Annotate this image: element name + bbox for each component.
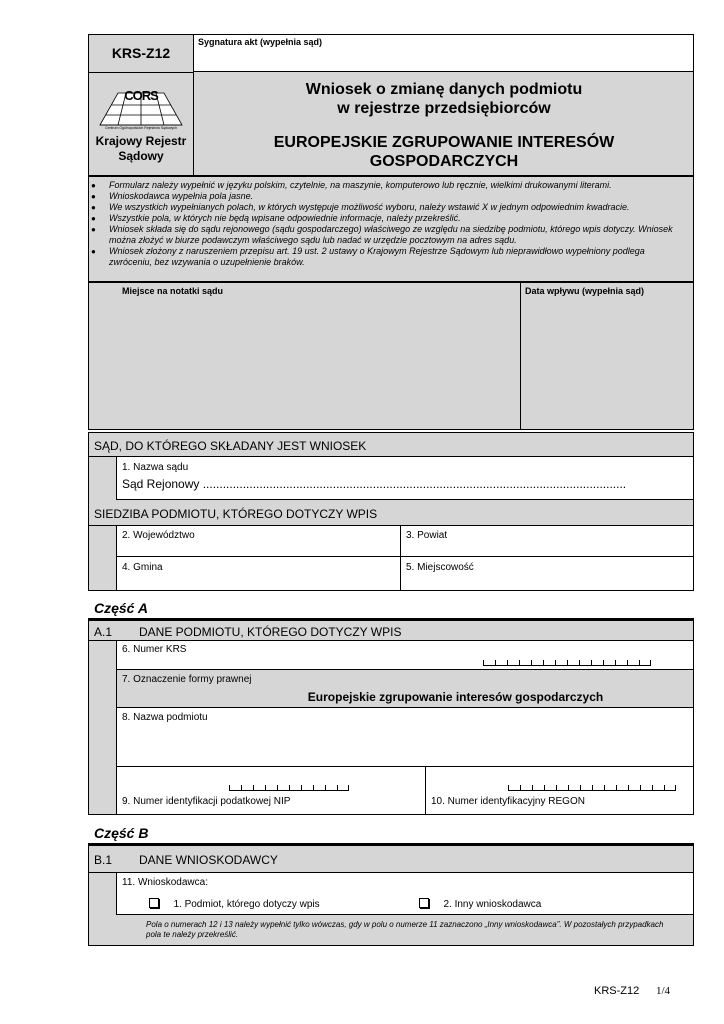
court-notes-label: Miejsce na notatki sądu: [122, 286, 224, 296]
regon-label: 10. Numer identyfikacyjny REGON: [431, 796, 585, 807]
cors-logo: [96, 83, 186, 135]
court-notes-block: [88, 282, 694, 430]
applicant-option-other[interactable]: [419, 894, 541, 912]
form-subtitle-line2: GOSPODARCZYCH: [369, 153, 519, 170]
note-item: ● Wniosek złożony z naruszeniem przepisu art. 19 ust. 2 ustawy o Krajowym Rejestrze Sądowym lub nieprawidłowo wypełniony podlega zwróceniu, bez wzywania o uzupełnienie braków.: [89, 246, 689, 268]
nip-boxes[interactable]: [229, 785, 349, 791]
logo-text: CORS: [124, 88, 158, 103]
applicant-label: 11. Wnioskodawca:: [122, 877, 208, 888]
note-item: ● Wniosek składa się do sądu rejonowego (sądu gospodarczego) właściwego ze względu na siedzibę podmiotu, którego wpis dotyczy. Wniosek można złożyć w biurze podawczym właściwego sądu lub nadać w urzędzie pocztowym na adres sądu.: [89, 224, 689, 246]
applicant-field[interactable]: [116, 873, 693, 915]
seat-section-heading: SIEDZIBA PODMIOTU, KTÓREGO DOTYCZY WPIS: [94, 507, 378, 521]
form-code: KRS-Z12: [111, 45, 171, 61]
header-divider-code: [88, 72, 194, 73]
part-b-section-title: DANE WNIOSKODAWCY: [139, 853, 278, 867]
krs-number-boxes[interactable]: [483, 660, 651, 666]
nip-label: 9. Numer identyfikacji podatkowej NIP: [122, 796, 291, 807]
regon-boxes[interactable]: [508, 785, 676, 791]
signature-label: Sygnatura akt (wypełnia sąd): [198, 37, 323, 47]
form-title-line2: w rejestrze przedsiębiorców: [337, 100, 551, 117]
locality-field[interactable]: [401, 557, 693, 590]
footer-form-code: KRS-Z12: [594, 985, 640, 997]
court-notes-divider: [520, 282, 521, 430]
court-section-heading: SĄD, DO KTÓREGO SKŁADANY JEST WNIOSEK: [94, 439, 367, 453]
county-field[interactable]: [401, 526, 693, 557]
legal-form-label: 7. Oznaczenie formy prawnej: [122, 674, 252, 685]
court-name-field[interactable]: [116, 457, 693, 500]
locality-label: 5. Miejscowość: [406, 562, 474, 573]
court-name-label: 1. Nazwa sądu: [122, 462, 189, 473]
krs-number-label: 6. Numer KRS: [122, 644, 187, 655]
nip-field[interactable]: [116, 767, 426, 814]
note-item: ● Wszystkie pola, w których nie będą wpisane odpowiednie informacje, należy przekreślić.: [89, 213, 689, 224]
checkbox-other[interactable]: [419, 898, 429, 908]
entity-name-field[interactable]: [116, 708, 693, 767]
part-a-section-num: A.1: [94, 625, 113, 639]
part-b-section-num: B.1: [94, 853, 113, 867]
option-entity-label: 1. Podmiot, którego dotyczy wpis: [173, 899, 320, 910]
checkbox-entity[interactable]: [149, 898, 159, 908]
notes-block: [88, 176, 694, 282]
part-a-title: Część A: [94, 600, 148, 616]
notes-list: [89, 180, 689, 268]
note-item: ● We wszystkich wypełnianych polach, w których występuje możliwość wyboru, należy wstawić X w jednym odpowiednim kwadracie.: [89, 202, 689, 213]
voivodeship-label: 2. Województwo: [122, 530, 195, 541]
part-b-title: Część B: [94, 825, 149, 841]
note-item: ● Wnioskodawca wypełnia pola jasne.: [89, 191, 689, 202]
applicant-option-entity[interactable]: [149, 894, 320, 912]
part-b-note: Pola o numerach 12 i 13 należy wypełnić tylko wówczas, gdy w polu o numerze 11 zaznaczono „Inny wnioskodawca”. W pozostałych przypadkach pola te należy przekreślić.: [146, 920, 664, 939]
form-title-line1: Wniosek o zmianę danych podmiotu: [305, 81, 583, 98]
krs-number-field[interactable]: [116, 641, 693, 670]
part-a-section-title: DANE PODMIOTU, KTÓREGO DOTYCZY WPIS: [139, 625, 402, 639]
county-label: 3. Powiat: [406, 530, 448, 541]
footer-page-number: 1/4: [656, 985, 671, 997]
option-other-label: 2. Inny wnioskodawca: [443, 899, 542, 910]
date-received-label: Data wpływu (wypełnia sąd): [525, 286, 645, 296]
registry-name-line1: Krajowy Rejestr: [95, 134, 187, 148]
registry-name-line2: Sądowy: [118, 149, 164, 163]
logo-subtext: Centrum Ogólnopolskich Rejestrów Sądowych: [105, 126, 177, 130]
note-item: ● Formularz należy wypełnić w języku polskim, czytelnie, na maszynie, komputerowo lub ręcznie, wielkimi drukowanymi literami.: [89, 180, 689, 191]
municipality-field[interactable]: [116, 557, 401, 590]
municipality-label: 4. Gmina: [122, 562, 163, 573]
form-subtitle-line1: EUROPEJSKIE ZGRUPOWANIE INTERESÓW: [273, 134, 615, 151]
court-name-value: Sąd Rejonowy ...............................................................................................................................: [122, 477, 627, 491]
entity-name-label: 8. Nazwa podmiotu: [122, 712, 208, 723]
legal-form-value: Europejskie zgrupowanie interesów gospodarczych: [307, 690, 604, 704]
legal-form-field: [116, 670, 693, 708]
regon-field[interactable]: [426, 767, 693, 814]
voivodeship-field[interactable]: [116, 526, 401, 557]
